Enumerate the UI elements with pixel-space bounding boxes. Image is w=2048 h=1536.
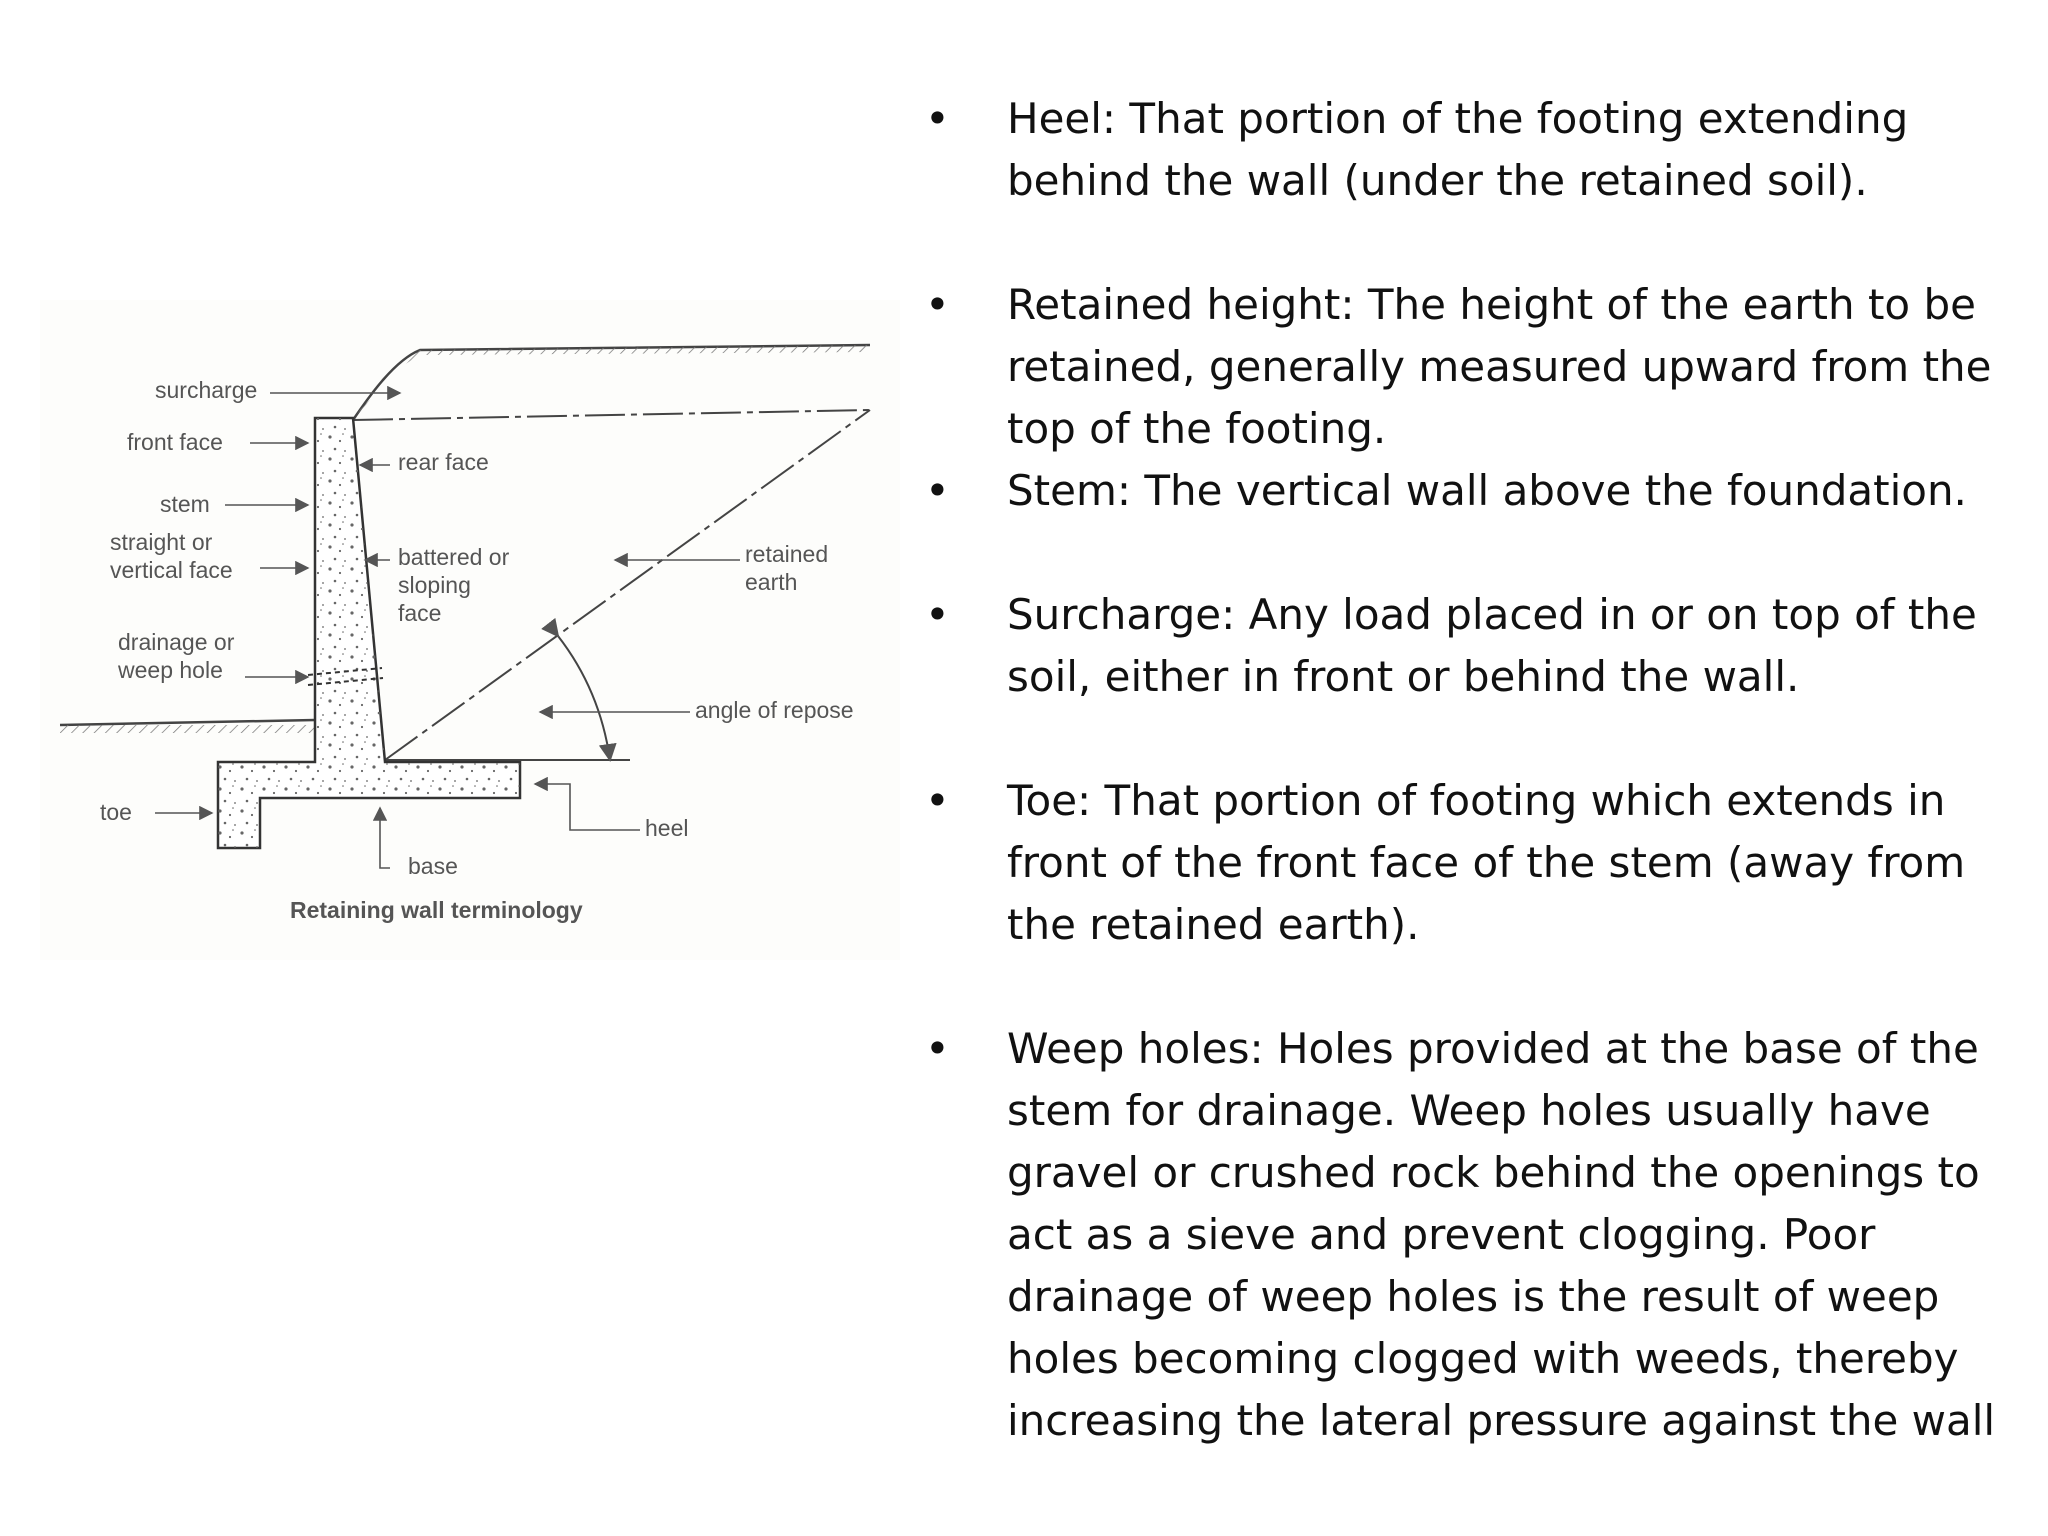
bullet-surcharge [925, 584, 2025, 708]
diagram-caption: Retaining wall terminology [290, 897, 583, 923]
bullet-retained-height [925, 274, 2025, 460]
label-retained: retained [745, 541, 829, 567]
retaining-wall-figure [40, 300, 900, 960]
bullet-stem [925, 460, 2025, 522]
label-stem: stem [160, 491, 210, 517]
bullet-line: Heel: That portion of the footing extending [1007, 94, 1909, 143]
base-leader [380, 808, 390, 868]
bullet-weep-holes [925, 1018, 2025, 1452]
bullet-line: gravel or crushed rock behind the openings to [1007, 1148, 1980, 1197]
bullet-line: act as a sieve and prevent clogging. Poor [1007, 1210, 1876, 1259]
bullet-line: Stem: The vertical wall above the foundation. [1007, 466, 1967, 515]
bullet-line: soil, either in front or behind the wall. [1007, 652, 1800, 701]
heel-leader [535, 784, 640, 830]
label-battered-or: battered or [398, 544, 510, 570]
label-surcharge: surcharge [155, 377, 258, 403]
retaining-wall-diagram [40, 300, 900, 960]
label-rear-face: rear face [398, 449, 489, 475]
terminology-bullet-list [925, 88, 2025, 1452]
label-base: base [408, 853, 458, 879]
bullet-line: Weep holes: Holes provided at the base of the [1007, 1024, 1979, 1073]
wall-concrete-texture [218, 418, 520, 848]
bullet-line: Toe: That portion of footing which extends in [1007, 776, 1946, 825]
retained-height-line [353, 410, 870, 420]
bullet-toe [925, 770, 2025, 956]
bullet-marker: • [925, 280, 950, 329]
label-drainage-or: drainage or [118, 629, 235, 655]
bullet-line: drainage of weep holes is the result of weep [1007, 1272, 1940, 1321]
bullet-line: front of the front face of the stem (away from [1007, 838, 1966, 887]
label-heel: heel [645, 815, 689, 841]
bullet-line: behind the wall (under the retained soil). [1007, 156, 1868, 205]
bullet-marker: • [925, 1024, 950, 1073]
bullet-line: retained, generally measured upward from the [1007, 342, 1992, 391]
label-sloping: sloping [398, 572, 471, 598]
bullet-line: the retained earth). [1007, 900, 1420, 949]
label-weep-hole: weep hole [118, 657, 223, 683]
bullet-marker: • [925, 466, 950, 515]
bullet-line: increasing the lateral pressure against the wall [1007, 1396, 1996, 1445]
label-face: face [398, 600, 442, 626]
bullet-line: stem for drainage. Weep holes usually have [1007, 1086, 1931, 1135]
label-angle-of-repose: angle of repose [695, 697, 854, 723]
backfill-surface [353, 345, 870, 420]
label-vertical-face: vertical face [110, 557, 233, 583]
bullet-line: top of the footing. [1007, 404, 1387, 453]
bullet-line: Surcharge: Any load placed in or on top of the [1007, 590, 1977, 639]
bullet-line: Retained height: The height of the earth to be [1007, 280, 1976, 329]
bullet-marker: • [925, 590, 950, 639]
label-earth: earth [745, 569, 798, 595]
label-straight-or: straight or [110, 529, 213, 555]
bullet-heel [925, 88, 2025, 212]
label-front-face: front face [127, 429, 223, 455]
front-ground [60, 720, 315, 733]
bullet-marker: • [925, 94, 950, 143]
bullet-line: holes becoming clogged with weeds, thereby [1007, 1334, 1959, 1383]
label-toe: toe [100, 799, 132, 825]
bullet-marker: • [925, 776, 950, 825]
angle-arc [558, 636, 610, 760]
